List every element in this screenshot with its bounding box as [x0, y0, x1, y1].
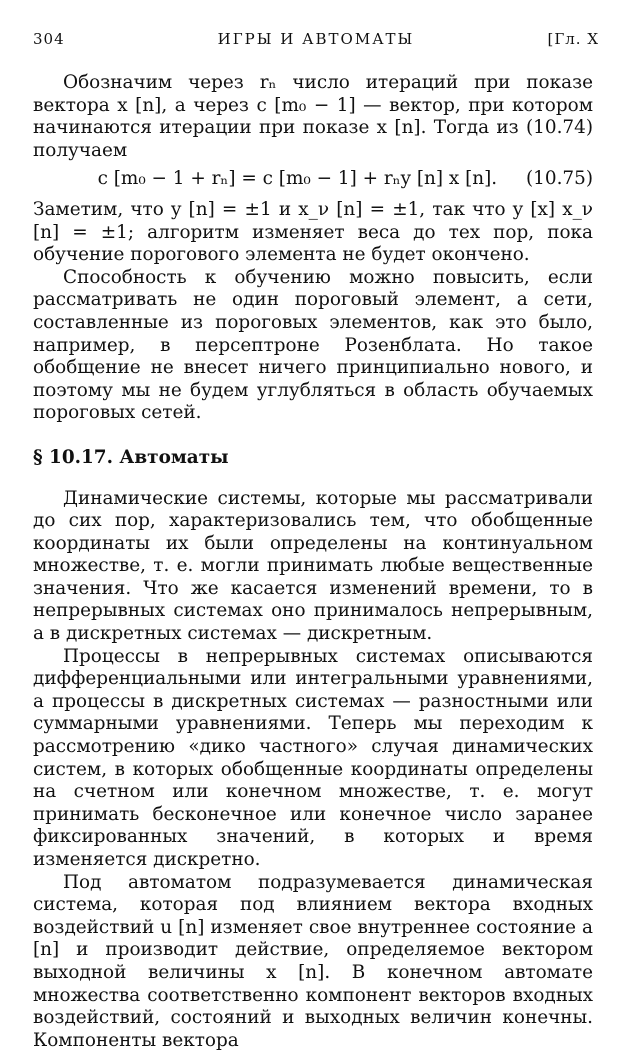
paragraph-3: Способность к обучению можно повысить, если рассматривать не один пороговый элемент, а сети, составленные из пороговых элементов, как это было, например, в персептроне Розенблата. Но такое обобщение не внесет ничего принципиально нового, и поэтому мы не будем углубляться в область обучаемых пороговых сетей. — [33, 266, 593, 424]
equation-10-75 — [33, 168, 593, 191]
paragraph-6: Под автоматом подразумевается динамическая система, которая под влиянием вектора входных воздействий u [n] изменяет свое внутреннее состояние a [n] и производит действие, определяемое вектором выходной величины x [n]. В конечном автомате множества соответственно компонент векторов входных воздействий, состояний и выходных величин конечны. Компоненты вектора — [33, 871, 593, 1051]
page-number: 304 — [33, 30, 65, 48]
chapter-label: [Гл. X — [547, 30, 599, 48]
section-heading: § 10.17. Автоматы — [33, 446, 229, 468]
running-title: ИГРЫ И АВТОМАТЫ — [217, 30, 415, 48]
paragraph-1: Обозначим через rₙ число итераций при показе вектора x [n], а через c [m₀ − 1] — вектор, при котором начинаются итерации при показе x [n]. Тогда из (10.74) получаем — [33, 72, 593, 161]
page-body — [33, 72, 593, 1052]
paragraph-4: Динамические системы, которые мы рассматривали до сих пор, характеризовались тем, что обобщенные координаты их были определены на континуальном множестве, т. е. могли принимать любые вещественные значения. Что же касается изменений времени, то в непрерывных системах оно принималось непрерывным, а в дискретных системах — дискретным. — [33, 487, 593, 645]
equation-number: (10.75) — [526, 168, 593, 190]
paragraph-2: Заметим, что y [n] = ±1 и x_ν [n] = ±1, так что y [x] x_ν [n] = ±1; алгоритм изменяет веса до тех пор, пока обучение порогового элемента не будет окончено. — [33, 198, 593, 266]
paragraph-5: Процессы в непрерывных системах описываются дифференциальными или интегральными уравнениями, а процессы в дискретных системах — разностными или суммарными уравнениями. Теперь мы переходим к рассмотрению «дико частного» случая динамических систем, в которых обобщенные координаты определены на счетном или конечном множестве, т. е. могут принимать бесконечное или конечное число заранее фиксированных значений, в которых и время изменяется дискретно. — [33, 645, 593, 870]
equation-text: c [m₀ − 1 + rₙ] = c [m₀ − 1] + rₙy [n] x [n]. — [97, 168, 498, 190]
